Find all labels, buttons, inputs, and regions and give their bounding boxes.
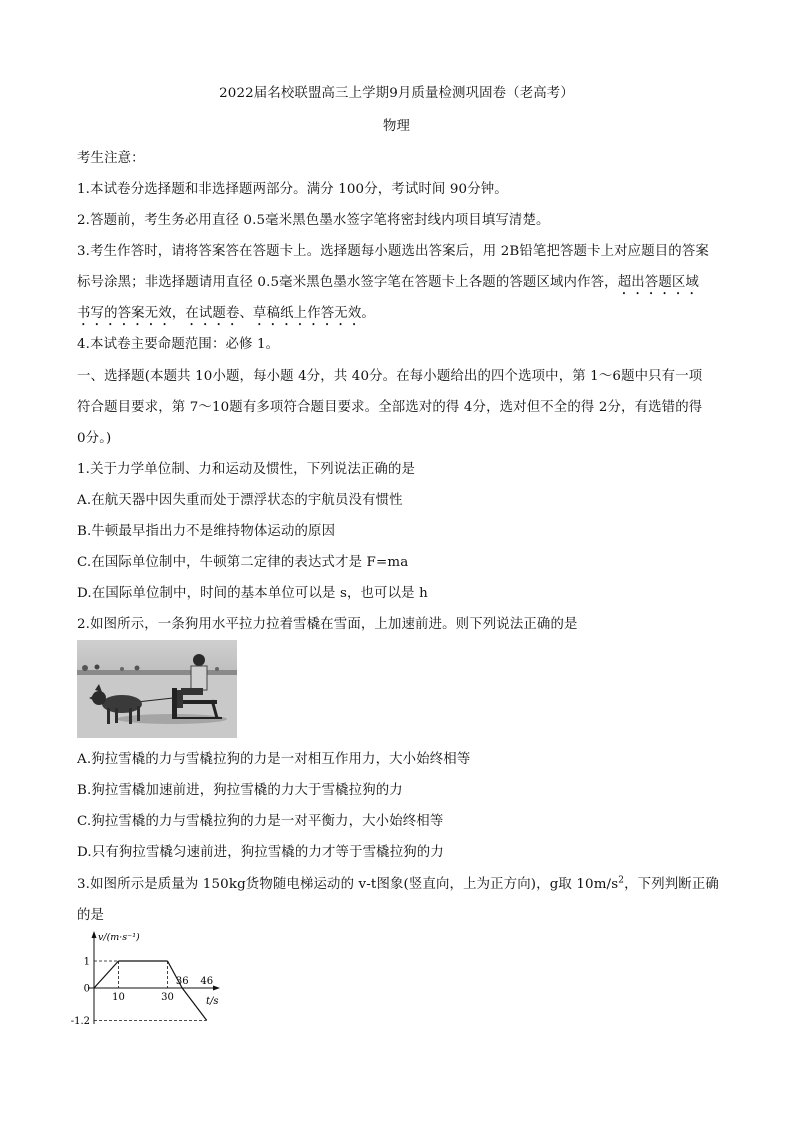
exam-title: 2022届名校联盟高三上学期9月质量检测巩固卷（老高考） bbox=[219, 86, 574, 101]
y-tick-label: 1 bbox=[83, 956, 90, 968]
question-2-option-d: D.只有狗拉雪橇匀速前进，狗拉雪橇的力才等于雪橇拉狗的力 bbox=[77, 845, 444, 860]
dog-sled-photo bbox=[77, 640, 237, 738]
notice-item-3-line-3 bbox=[77, 302, 375, 329]
notice-item-3-emphasis-3: 在试题卷、草稿纸上作答无效 bbox=[185, 306, 362, 321]
y-tick-label: 0 bbox=[83, 983, 90, 995]
y-axis-label: v/(m·s⁻¹) bbox=[98, 932, 140, 943]
notice-item-3-period: 。 bbox=[361, 306, 375, 321]
vt-line-segment bbox=[182, 988, 207, 1020]
notice-item-2: 2.答题前，考生务必用直径 0.5毫米黑色墨水签字笔将密封线内项目填写清楚。 bbox=[77, 213, 550, 228]
question-3-stem-line-2: 的是 bbox=[77, 908, 105, 923]
question-1-option-d: D.在国际单位制中，时间的基本单位可以是 s，也可以是 h bbox=[77, 586, 428, 601]
x-tick-label: 46 bbox=[200, 976, 214, 987]
vt-line-segment bbox=[94, 961, 119, 988]
x-tick-label: 30 bbox=[161, 992, 174, 1003]
question-1-stem: 1.关于力学单位制、力和运动及惯性，下列说法正确的是 bbox=[77, 462, 416, 477]
notice-heading: 考生注意： bbox=[77, 151, 145, 166]
question-2-option-c: C.狗拉雪橇的力与雪橇拉狗的力是一对平衡力，大小始终相等 bbox=[77, 814, 444, 829]
question-1-option-c: C.在国际单位制中，牛顿第二定律的表达式才是 F=ma bbox=[77, 555, 409, 570]
subject-title: 物理 bbox=[382, 119, 411, 134]
y-axis-arrow bbox=[92, 931, 97, 938]
x-axis-arrow bbox=[213, 986, 220, 991]
vt-graph bbox=[70, 928, 225, 1028]
question-2-option-b: B.狗拉雪橇加速前进，狗拉雪橇的力大于雪橇拉狗的力 bbox=[77, 783, 403, 798]
notice-item-3-line-2-text: 标号涂黑；非选择题请用直径 0.5毫米黑色墨水签字笔在答题卡上各题的答题区域内作答， bbox=[77, 275, 618, 290]
notice-item-4: 4.本试卷主要命题范围：必修 1。 bbox=[77, 337, 280, 352]
x-tick-label: 36 bbox=[175, 976, 189, 987]
x-axis-label: t/s bbox=[206, 996, 219, 1007]
notice-item-3-emphasis-1: 超出答题区域 bbox=[617, 275, 699, 290]
x-tick-label: 10 bbox=[112, 992, 125, 1003]
question-2-option-a: A.狗拉雪橇的力与雪橇拉狗的力是一对相互作用力，大小始终相等 bbox=[77, 752, 471, 767]
notice-item-3-comma: ， bbox=[171, 306, 186, 321]
question-3-stem bbox=[77, 873, 719, 892]
section-1-line-1: 一、选择题(本题共 10小题，每小题 4分，共 40分。在每小题给出的四个选项中，第 1～6题中只有一项 bbox=[77, 369, 703, 384]
question-3-superscript: 2 bbox=[618, 875, 625, 886]
notice-item-3-line-2 bbox=[77, 271, 699, 298]
question-3-stem-text: 3.如图所示是质量为 150kg货物随电梯运动的 v-t图象(竖直向，上为正方向)，g取 10m/s bbox=[77, 877, 619, 892]
y-tick-label: -1.2 bbox=[70, 1015, 90, 1027]
section-1-line-3: 0分。) bbox=[77, 431, 112, 446]
question-1-option-a: A.在航天器中因失重而处于漂浮状态的宇航员没有惯性 bbox=[77, 493, 403, 508]
section-1-line-2: 符合题目要求，第 7～10题有多项符合题目要求。全部选对的得 4分，选对但不全的得 2分，有选错的得 bbox=[77, 400, 703, 415]
notice-item-1: 1.本试卷分选择题和非选择题两部分。满分 100分，考试时间 90分钟。 bbox=[77, 182, 508, 197]
notice-item-3-line-1: 3.考生作答时，请将答案答在答题卡上。选择题每小题选出答案后，用 2B铅笔把答题卡上对应题目的答案 bbox=[77, 244, 709, 259]
notice-item-3-emphasis-2: 书写的答案无效 bbox=[77, 306, 172, 321]
question-1-option-b: B.牛顿最早指出力不是维持物体运动的原因 bbox=[77, 524, 336, 539]
question-3-stem-tail: ，下列判断正确 bbox=[624, 877, 719, 892]
question-2-stem: 2.如图所示，一条狗用水平拉力拉着雪橇在雪面，上加速前进。则下列说法正确的是 bbox=[77, 617, 578, 632]
